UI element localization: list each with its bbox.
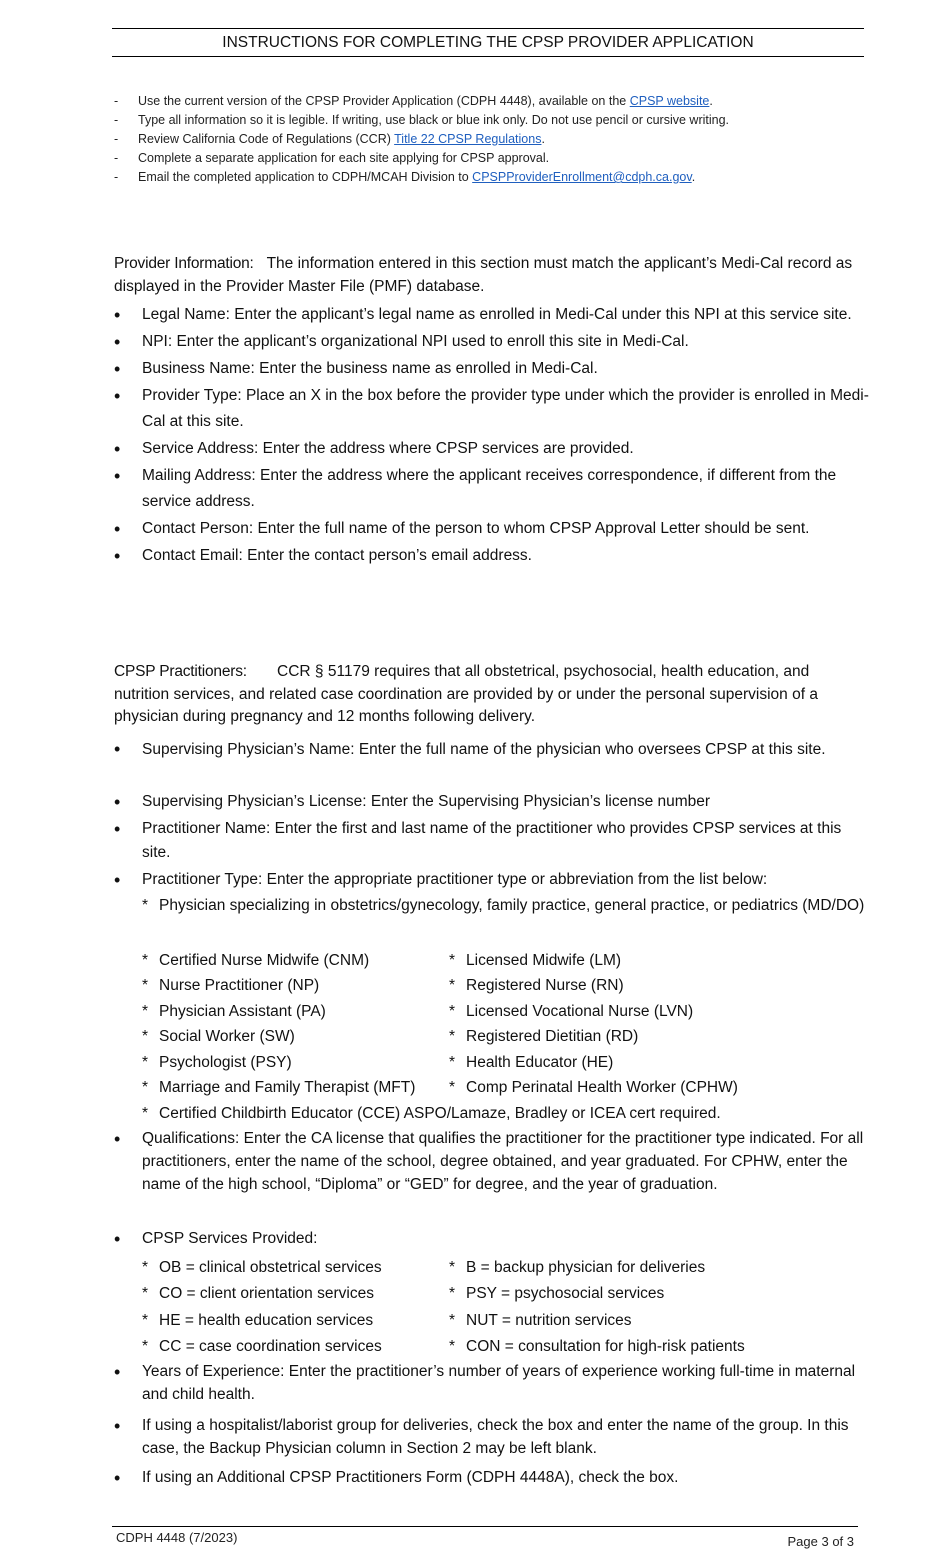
list-item: • If using an Additional CPSP Practitioners Form (CDPH 4448A), check the box. (114, 1467, 862, 1490)
list-item: • Practitioner Name: Enter the first and last name of the practitioner who provides CPSP services at this site. (114, 817, 864, 865)
service-code: * CON = consultation for high-risk patients (449, 1338, 745, 1355)
provider-info-heading: Provider Information: (114, 255, 254, 272)
service-code: * CO = client orientation services (142, 1285, 374, 1302)
list-item: • Contact Email: Enter the contact person’s email address. (114, 543, 874, 569)
practitioner-type: * Licensed Midwife (LM) (449, 952, 622, 969)
general-instructions-list (114, 92, 874, 187)
field-label: Qualifications: (142, 1130, 240, 1147)
service-code: * OB = clinical obstetrical services (142, 1259, 382, 1276)
service-code: * HE = health education services (142, 1312, 374, 1329)
field-label: Practitioner Type: (142, 871, 263, 888)
service-code: * NUT = nutrition services (449, 1312, 632, 1329)
practitioner-type: * Registered Nurse (RN) (449, 977, 624, 994)
practitioner-type: * Social Worker (SW) (142, 1028, 295, 1045)
list-item: • Mailing Address: Enter the address where the applicant receives correspondence, if different from the service address. (114, 463, 874, 515)
field-label: If using a hospitalist/laborist group for deliveries, (142, 1417, 473, 1434)
list-item: • Years of Experience: Enter the practitioner’s number of years of experience working full-time in maternal and child health. (114, 1361, 864, 1406)
page-title: INSTRUCTIONS FOR COMPLETING THE CPSP PROVIDER APPLICATION (112, 28, 864, 57)
provider-info-intro: Provider Information: The information entered in this section must match the applicant’s Medi-Cal record as displayed in the Provider Master File (PMF) database. (114, 255, 853, 295)
practitioner-type: * Psychologist (PSY) (142, 1054, 292, 1071)
practitioner-type: * Marriage and Family Therapist (MFT) (142, 1079, 416, 1096)
title22-regulations-link[interactable]: Title 22 CPSP Regulations (394, 132, 542, 146)
list-item: • Qualifications: Enter the CA license that qualifies the practitioner for the practitioner type indicated. For all practitioners, enter the name of the school, degree obtained, and year graduated. For CPHW, enter the name of the high school, “Diploma” or “GED” for degree, and the year of graduation. (114, 1128, 864, 1196)
list-item: - Use the current version of the CPSP Provider Application (CDPH 4448), available on the CPSP website. (114, 92, 874, 111)
enrollment-email-link[interactable]: CPSPProviderEnrollment@cdph.ca.gov (472, 170, 692, 184)
service-code: * B = backup physician for deliveries (449, 1259, 706, 1276)
list-item: • Provider Type: Place an X in the box before the provider type under which the provider is enrolled in Medi-Cal at this site. (114, 383, 874, 435)
form-number: CDPH 4448 (7/2023) (116, 1530, 238, 1545)
list-item: - Email the completed application to CDPH/MCAH Division to CPSPProviderEnrollment@cdph.ca.gov. (114, 168, 874, 187)
list-item: • NPI: Enter the applicant’s organizational NPI used to enroll this site in Medi-Cal. (114, 329, 874, 355)
list-item (114, 1227, 862, 1251)
field-label: Practitioner Name: (142, 820, 271, 837)
practitioner-type-physician: * Physician specializing in obstetrics/gynecology, family practice, general practice, or pediatrics (MD/DO) (142, 897, 865, 914)
list-item: • Contact Person: Enter the full name of the person to whom CPSP Approval Letter should be sent. (114, 516, 874, 542)
field-label: Supervising Physician’s License: (142, 793, 367, 810)
service-code: * CC = case coordination services (142, 1338, 382, 1355)
field-label: Supervising Physician’s Name: (142, 741, 355, 758)
practitioners-intro: CPSP Practitioners: CCR § 51179 requires that all obstetrical, psychosocial, health education, and nutrition services, and related case coordination are provided by or under the personal supervision of a physician during pregnancy and 12 months following delivery. (114, 663, 818, 725)
service-code: * PSY = psychosocial services (449, 1285, 665, 1302)
page-number: Page 3 of 3 (787, 1534, 854, 1549)
practitioner-type: * Registered Dietitian (RD) (449, 1028, 639, 1045)
practitioner-type: * Certified Childbirth Educator (CCE) ASPO/Lamaze, Bradley or ICEA cert required. (142, 1105, 721, 1122)
list-item: • Supervising Physician’s License: Enter the Supervising Physician’s license number (114, 790, 862, 814)
list-item: • Supervising Physician’s Name: Enter the full name of the physician who oversees CPSP at this site. (114, 737, 864, 762)
list-item: • If using a hospitalist/laborist group for deliveries, check the box and enter the name of the group. In this case, the Backup Physician column in Section 2 may be left blank. (114, 1415, 864, 1460)
list-item: • Service Address: Enter the address where CPSP services are provided. (114, 436, 874, 462)
provider-info-list (114, 302, 874, 569)
field-label: Years of Experience: (142, 1363, 285, 1380)
list-item: • Legal Name: Enter the applicant’s legal name as enrolled in Medi-Cal under this NPI at this service site. (114, 302, 874, 328)
practitioner-type: * Nurse Practitioner (NP) (142, 977, 320, 994)
list-item: • Business Name: Enter the business name as enrolled in Medi-Cal. (114, 356, 874, 382)
list-item: - Type all information so it is legible. If writing, use black or blue ink only. Do not use pencil or cursive writing. (114, 111, 874, 130)
field-label: If using an Additional CPSP Practitioners Form (CDPH 4448A), (142, 1469, 575, 1486)
list-item: • Practitioner Type: Enter the appropriate practitioner type or abbreviation from the list below: (114, 868, 862, 892)
field-label: CPSP Services Provided: (142, 1230, 318, 1247)
practitioner-type: * Physician Assistant (PA) (142, 1003, 326, 1020)
list-item: - Complete a separate application for each site applying for CPSP approval. (114, 149, 874, 168)
practitioners-heading: CPSP Practitioners: (114, 663, 247, 680)
page-footer (112, 1526, 858, 1549)
practitioner-type: * Comp Perinatal Health Worker (CPHW) (449, 1079, 738, 1096)
list-item: - Review California Code of Regulations (CCR) Title 22 CPSP Regulations. (114, 130, 874, 149)
cpsp-website-link[interactable]: CPSP website (629, 94, 710, 108)
practitioner-type: * Licensed Vocational Nurse (LVN) (449, 1003, 694, 1020)
practitioner-type: * Health Educator (HE) (449, 1054, 614, 1071)
practitioner-type: * Certified Nurse Midwife (CNM) (142, 952, 370, 969)
